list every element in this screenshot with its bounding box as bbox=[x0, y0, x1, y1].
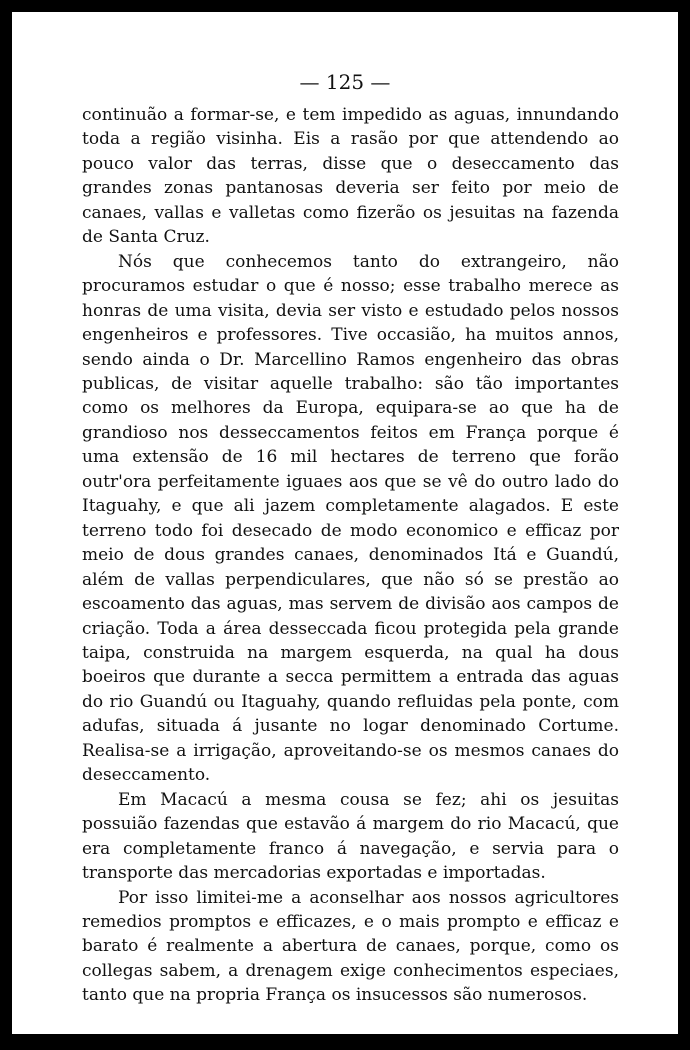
page-number: — 125 — bbox=[299, 70, 391, 94]
paragraph-3: Em Macacú a mesma cousa se fez; ahi os jesuitas possuião fazendas que estavão á margem do rio Macacú, que era completamente franco á navegação, e servia para o transporte das mercadorias exportadas e importadas. bbox=[82, 789, 619, 884]
document-page bbox=[12, 12, 678, 1034]
paragraph-2: Nós que conhecemos tanto do extrangeiro, não procuramos estudar o que é nosso; esse trabalho merece as honras de uma visita, devia ser visto e estudado pelos nossos engenheiros e professores. Tive occasião, ha muitos annos, sendo ainda o Dr. Marcellino Ramos engenheiro das obras publicas, de visitar aquelle trabalho: são tão importantes como os melhores da Europa, equipara-se ao que ha de grandioso nos desseccamentos feitos em França porque é uma extensão de 16 mil hectares de terreno que forão outr'ora perfeitamente iguaes aos que se vê do outro lado do Itaguahy, e que ali jazem completamente alagados. E este terreno todo foi desecado de modo economico e efficaz por meio de dous grandes canaes, denominados Itá e Guandú, além de vallas perpendiculares, que não só se prestão ao escoamento das aguas, mas servem de divisão aos campos de criação. Toda a área desseccada ficou protegida pela grande taipa, construida na margem esquerda, na qual ha dous boeiros que durante a secca permittem a entrada das aguas do rio Guandú ou Itaguahy, quando refluidas pela ponte, com adufas, situada á jusante no logar denominado Cortume. Realisa-se a irrigação, aproveitando-se os mesmos canaes do deseccamento. bbox=[82, 251, 619, 786]
paragraph-4: Por isso limitei-me a aconselhar aos nossos agricultores remedios promptos e efficazes, e o mais prompto e efficaz e barato é realmente a abertura de canaes, porque, como os collegas sabem, a drenagem exige conhecimentos especiaes, tanto que na propria França os insucessos são numerosos. bbox=[82, 887, 619, 1006]
body-text bbox=[82, 103, 619, 1008]
paragraph-1: continuão a formar-se, e tem impedido as aguas, innundando toda a região visinha. Eis a rasão por que attendendo ao pouco valor das terras, disse que o deseccamento das grandes zonas pantanosas deveria ser feito por meio de canaes, vallas e valletas como fizerão os jesuitas na fazenda de Santa Cruz. bbox=[82, 105, 619, 248]
